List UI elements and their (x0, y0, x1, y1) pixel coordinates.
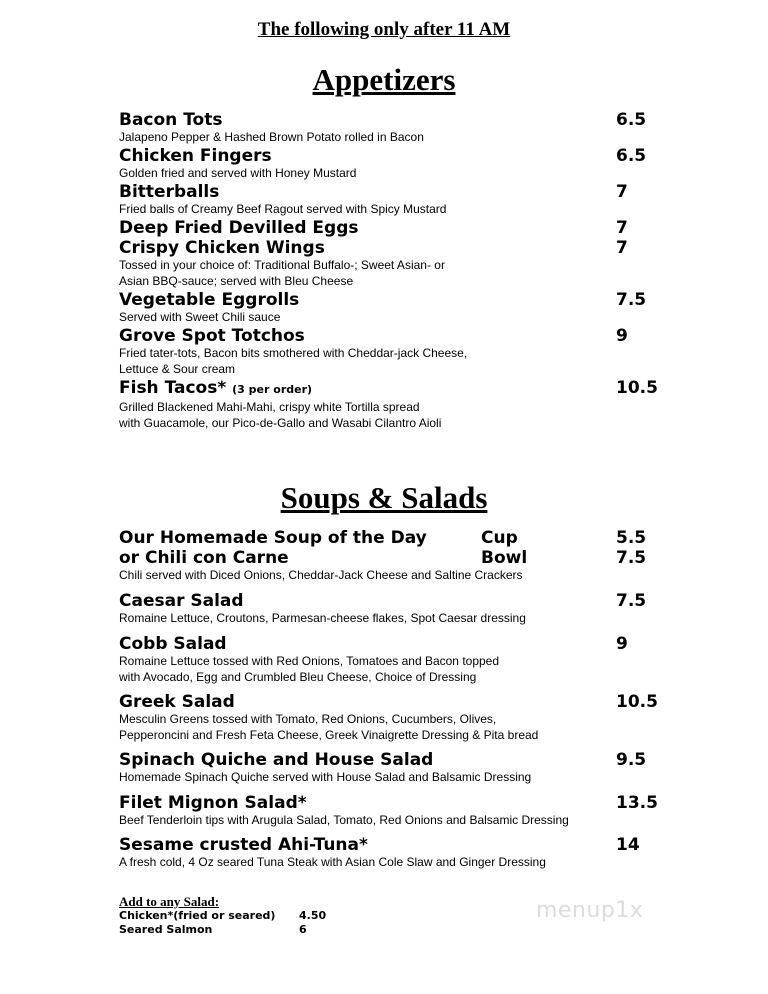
item-name: Crispy Chicken Wings (119, 238, 325, 258)
item-description: Pepperoncini and Fresh Feta Cheese, Greek Vinaigrette Dressing & Pita bread (119, 727, 539, 742)
addons-title: Add to any Salad: (119, 894, 220, 909)
item-description: Fried balls of Creamy Beef Ragout served with Spicy Mustard (119, 202, 447, 216)
addon-row (119, 923, 419, 937)
item-price: 9 (616, 326, 628, 346)
menu-item (119, 835, 679, 871)
salad-addons (119, 894, 419, 937)
menu-item (119, 182, 679, 218)
bowl-price: 7.5 (616, 548, 647, 568)
item-description: Romaine Lettuce tossed with Red Onions, Tomatoes and Bacon topped (119, 654, 500, 668)
addon-row (119, 909, 419, 923)
item-description: A fresh cold, 4 Oz seared Tuna Steak with Asian Cole Slaw and Ginger Dressing (119, 855, 546, 869)
hours-notice: The following only after 11 AM (257, 19, 511, 40)
item-name: Sesame crusted Ahi-Tuna* (119, 835, 368, 855)
menu-item (119, 290, 679, 326)
item-price: 14 (616, 835, 640, 855)
menu-item (119, 326, 679, 377)
item-price: 7 (616, 182, 628, 202)
item-price: 9 (616, 634, 628, 654)
item-price: 6.5 (616, 146, 647, 166)
menu-item (119, 793, 679, 829)
menu-item (119, 634, 679, 685)
addon-name: Chicken*(fried or seared) (119, 909, 276, 922)
item-description: Tossed in your choice of: Traditional Buffalo-; Sweet Asian- or (119, 258, 445, 272)
watermark-logo: menup1x (536, 898, 644, 923)
menu-item (119, 110, 679, 146)
item-price: 7.5 (616, 591, 647, 611)
item-description: Mesculin Greens tossed with Tomato, Red Onions, Cucumbers, Olives, (119, 712, 497, 726)
appetizers-heading: Appetizers (312, 62, 456, 97)
item-name (119, 378, 679, 400)
item-name: Caesar Salad (119, 591, 244, 611)
item-description: Romaine Lettuce, Croutons, Parmesan-cheese flakes, Spot Caesar dressing (119, 611, 526, 625)
item-price: 7 (616, 218, 628, 238)
menu-item (119, 378, 679, 431)
item-price: 7.5 (616, 290, 647, 310)
addon-price: 4.50 (299, 909, 327, 922)
item-name: Bacon Tots (119, 110, 223, 130)
item-price: 7 (616, 238, 628, 258)
cup-label: Cup (481, 528, 518, 548)
bowl-label: Bowl (481, 548, 528, 568)
addon-price: 6 (299, 923, 307, 936)
item-description: Jalapeno Pepper & Hashed Brown Potato rolled in Bacon (119, 130, 424, 144)
soup-name-line1: Our Homemade Soup of the Day (119, 528, 427, 548)
item-name: Spinach Quiche and House Salad (119, 750, 434, 770)
item-price: 13.5 (616, 793, 658, 813)
item-price: 6.5 (616, 110, 647, 130)
item-description: Chili served with Diced Onions, Cheddar-Jack Cheese and Saltine Crackers (119, 568, 523, 582)
item-name: Greek Salad (119, 692, 235, 712)
soup-name-line2: or Chili con Carne (119, 548, 289, 568)
item-description: Beef Tenderloin tips with Arugula Salad, Tomato, Red Onions and Balsamic Dressing (119, 813, 569, 827)
addon-name: Seared Salmon (119, 923, 213, 936)
item-description: Fried tater-tots, Bacon bits smothered with Cheddar-jack Cheese, (119, 346, 468, 360)
menu-item (119, 750, 679, 786)
menu-item (119, 238, 679, 289)
item-name: Cobb Salad (119, 634, 227, 654)
item-description: with Avocado, Egg and Crumbled Bleu Cheese, Choice of Dressing (119, 669, 477, 684)
item-description: Golden fried and served with Honey Mustard (119, 166, 357, 180)
item-price: 9.5 (616, 750, 647, 770)
item-price: 10.5 (616, 378, 658, 398)
item-name: Vegetable Eggrolls (119, 290, 300, 310)
menu-item (119, 146, 679, 182)
soups-salads-heading: Soups & Salads (280, 480, 488, 515)
menu-item (119, 692, 679, 743)
item-description: Grilled Blackened Mahi-Mahi, crispy white Tortilla spread (119, 400, 420, 414)
cup-price: 5.5 (616, 528, 647, 548)
item-description: Lettuce & Sour cream (119, 361, 236, 376)
item-name: Chicken Fingers (119, 146, 272, 166)
item-name: Filet Mignon Salad* (119, 793, 307, 813)
menu-item (119, 218, 679, 238)
item-name-text: Fish Tacos* (119, 378, 227, 398)
item-description: with Guacamole, our Pico-de-Gallo and Wasabi Cilantro Aioli (119, 415, 442, 430)
menu-item (119, 591, 679, 627)
item-note: (3 per order) (232, 383, 313, 396)
item-name: Deep Fried Devilled Eggs (119, 218, 359, 238)
item-price: 10.5 (616, 692, 658, 712)
item-description: Homemade Spinach Quiche served with House Salad and Balsamic Dressing (119, 770, 532, 784)
item-name: Bitterballs (119, 182, 220, 202)
soup-item (119, 528, 679, 588)
item-name: Grove Spot Totchos (119, 326, 305, 346)
item-description: Served with Sweet Chili sauce (119, 310, 281, 324)
item-description: Asian BBQ-sauce; served with Bleu Cheese (119, 273, 354, 288)
